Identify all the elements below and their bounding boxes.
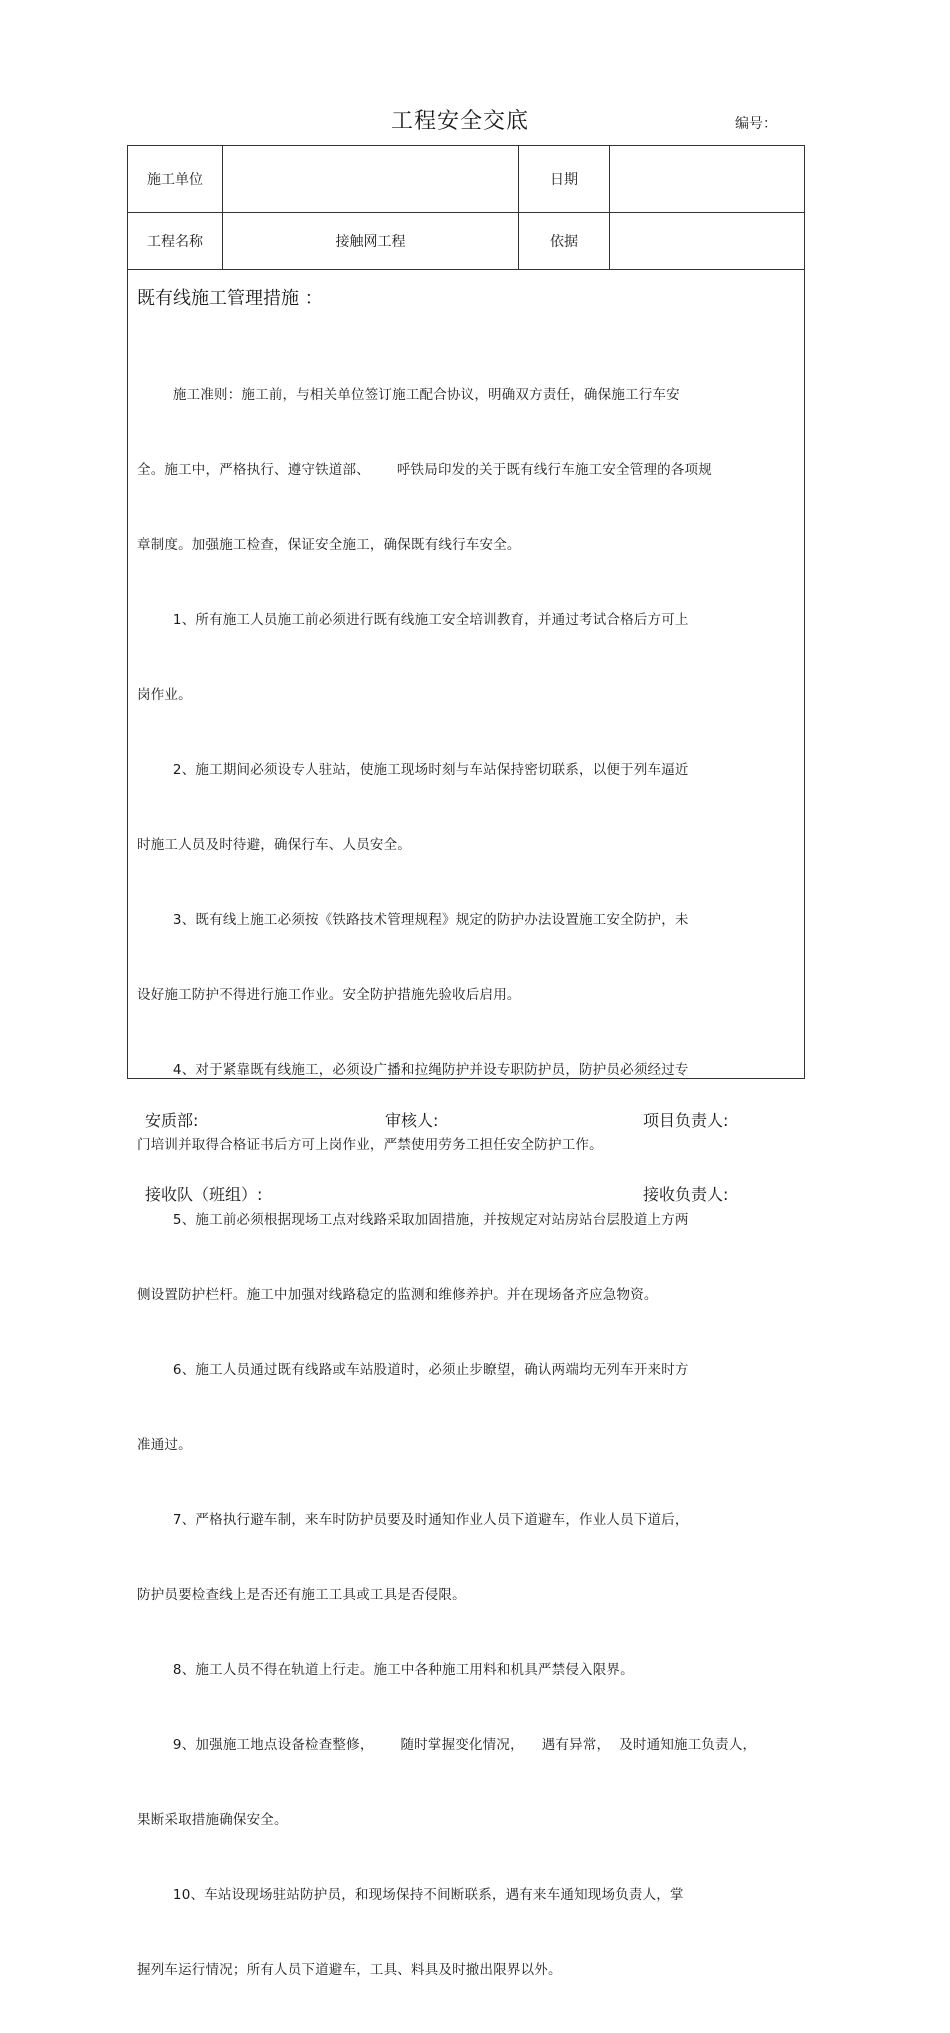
measure-line: 9、加强施工地点设备检查整修， 随时掌握变化情况， 遇有异常， 及时通知施工负责人， xyxy=(137,1737,757,1753)
measure-line: 全。施工中，严格执行、遵守铁道部、 呼铁局印发的关于既有线行车施工安全管理的各项规 xyxy=(137,462,712,478)
measure-line: 设好施工防护不得进行施工作业。安全防护措施先验收后启用。 xyxy=(137,987,521,1003)
date-label: 日期 xyxy=(550,172,578,188)
measure-line: 4、对于紧靠既有线施工，必须设广播和拉绳防护并设专职防护员，防护员必须经过专 xyxy=(137,1062,689,1078)
measure-line: 10、车站设现场驻站防护员，和现场保持不间断联系，遇有来车通知现场负责人，掌 xyxy=(137,1887,684,1903)
measure-line: 门培训并取得合格证书后方可上岗作业，严禁使用劳务工担任安全防护工作。 xyxy=(137,1137,603,1153)
measure-line: 施工准则：施工前，与相关单位签订施工配合协议，明确双方责任，确保施工行车安 xyxy=(137,387,680,403)
measure-line: 6、施工人员通过既有线路或车站股道时，必须止步瞭望，确认两端均无列车开来时方 xyxy=(137,1362,689,1378)
construction-unit-label: 施工单位 xyxy=(147,172,203,188)
measure-line: 握列车运行情况；所有人员下道避车，工具、料具及时撤出限界以外。 xyxy=(137,1962,562,1978)
basis-label: 依据 xyxy=(550,234,578,250)
safety-dept-signature-label: 安质部: xyxy=(145,1111,199,1130)
project-name-value[interactable]: 接触网工程 xyxy=(335,234,406,250)
measure-line: 1、所有施工人员施工前必须进行既有线施工安全培训教育，并通过考试合格后方可上 xyxy=(137,612,689,628)
date-value[interactable] xyxy=(610,146,804,212)
serial-number-label: 编号： xyxy=(735,116,777,132)
measure-line: 8、施工人员不得在轨道上行走。施工中各种施工用料和机具严禁侵入限界。 xyxy=(137,1662,634,1678)
measure-line: 时施工人员及时待避，确保行车、人员安全。 xyxy=(137,837,411,853)
project-name-label: 工程名称 xyxy=(147,234,203,250)
measure-line: 2、施工期间必须设专人驻站，使施工现场时刻与车站保持密切联系，以便于列车逼近 xyxy=(137,762,689,778)
project-leader-signature-label: 项目负责人: xyxy=(643,1111,729,1130)
page-title: 工程安全交底 xyxy=(390,109,529,134)
measure-line: 果断采取措施确保安全。 xyxy=(137,1812,288,1828)
measure-line: 侧设置防护栏杆。施工中加强对线路稳定的监测和维修养护。并在现场备齐应急物资。 xyxy=(137,1287,658,1303)
measure-line: 3、既有线上施工必须按《铁路技术管理规程》规定的防护办法设置施工安全防护，未 xyxy=(137,912,689,928)
receiving-team-signature-label: 接收队（班组）: xyxy=(145,1185,263,1204)
receiving-leader-signature-label: 接收负责人: xyxy=(643,1185,729,1204)
section-title: 既有线施工管理措施 ： xyxy=(137,288,323,309)
basis-value[interactable] xyxy=(610,213,804,269)
construction-unit-value[interactable] xyxy=(223,146,518,212)
table-divider xyxy=(128,269,804,270)
measure-line: 准通过。 xyxy=(137,1437,192,1453)
measure-line: 7、严格执行避车制，来车时防护员要及时通知作业人员下道避车，作业人员下道后， xyxy=(137,1512,689,1528)
measure-line: 5、施工前必须根据现场工点对线路采取加固措施，并按规定对站房站台层股道上方两 xyxy=(137,1212,689,1228)
reviewer-signature-label: 审核人: xyxy=(385,1111,439,1130)
measure-line: 岗作业。 xyxy=(137,687,192,703)
measure-line: 章制度。加强施工检查，保证安全施工，确保既有线行车安全。 xyxy=(137,537,521,553)
measure-line: 防护员要检查线上是否还有施工工具或工具是否侵限。 xyxy=(137,1587,466,1603)
